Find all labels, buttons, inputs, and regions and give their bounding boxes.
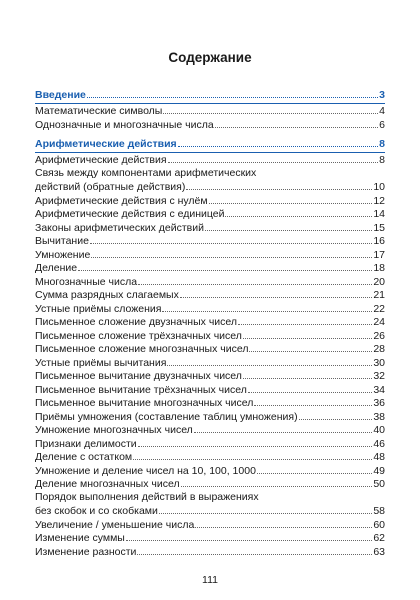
dot-leader (126, 531, 372, 541)
toc-entry[interactable] (35, 153, 385, 167)
entry-page-number: 22 (373, 302, 385, 315)
toc-entry[interactable] (35, 329, 385, 343)
entry-title: Письменное сложение трёхзначных чисел (35, 329, 242, 342)
page-title: Содержание (168, 50, 252, 65)
dot-leader (195, 518, 372, 528)
dot-leader (167, 356, 372, 366)
toc-entry[interactable] (35, 180, 385, 194)
toc-entry[interactable] (35, 104, 385, 118)
toc-entry[interactable] (35, 410, 385, 424)
entry-title: Изменение суммы (35, 532, 125, 544)
dot-leader (168, 153, 379, 163)
dot-leader (162, 302, 372, 312)
entry-title: Арифметические действия (35, 138, 177, 150)
dot-leader (238, 315, 372, 325)
toc-entry[interactable] (35, 221, 385, 235)
entry-page-number: 18 (373, 262, 385, 274)
entry-page-number: 26 (373, 329, 385, 342)
dot-leader (78, 261, 372, 271)
entry-page-number: 48 (373, 451, 385, 463)
entry-page-number: 10 (373, 181, 385, 193)
toc-entry[interactable] (35, 518, 385, 532)
toc-entry[interactable] (35, 383, 385, 397)
entry-title: Многозначные числа (35, 275, 138, 288)
toc-section (35, 137, 385, 558)
toc-entry[interactable] (35, 477, 385, 491)
entry-page-number: 14 (373, 208, 385, 220)
toc-section (35, 88, 385, 131)
entry-title: Введение (35, 89, 86, 101)
dot-leader (87, 88, 378, 98)
dot-leader (138, 275, 372, 285)
entry-title: действий (обратные действия) (35, 181, 186, 193)
toc-entry[interactable] (35, 464, 385, 478)
entry-page-number: 36 (373, 397, 385, 409)
dot-leader (248, 383, 372, 393)
toc-entry[interactable] (35, 450, 385, 464)
entry-page-number: 3 (379, 89, 385, 101)
toc-entry[interactable] (35, 356, 385, 370)
entry-title: Арифметические действия с нулём (35, 194, 208, 207)
dot-leader (159, 504, 372, 514)
entry-title: Умножение (35, 248, 91, 261)
entry-title: Деление многозначных чисел (35, 478, 180, 490)
entry-title: Письменное сложение многозначных чисел (35, 343, 249, 355)
entry-title-line: Порядок выполнения действий в выражениях (35, 490, 259, 503)
toc-entry[interactable] (35, 261, 385, 275)
entry-page-number: 17 (373, 248, 385, 261)
entry-page-number: 63 (373, 545, 385, 558)
entry-page-number: 20 (373, 275, 385, 288)
entry-title: Устные приёмы сложения (35, 302, 162, 315)
entry-page-number: 40 (373, 424, 385, 436)
entry-page-number: 21 (373, 289, 385, 301)
dot-leader (90, 234, 372, 244)
entry-title: без скобок и со скобками (35, 505, 158, 517)
dot-leader (194, 423, 373, 433)
dot-leader (225, 207, 372, 217)
toc-entry[interactable] (35, 248, 385, 262)
entry-title: Признаки делимости (35, 437, 137, 450)
entry-title: Математические символы (35, 105, 163, 117)
dot-leader (249, 342, 372, 352)
entry-title: Законы арифметических действий (35, 221, 204, 234)
entry-title: Вычитание (35, 235, 89, 247)
entry-page-number: 34 (373, 383, 385, 396)
dot-leader (186, 180, 372, 190)
toc-entry[interactable] (35, 342, 385, 356)
entry-title: Письменное сложение двузначных чисел (35, 316, 238, 328)
dot-leader (254, 396, 372, 406)
entry-title: Изменение разности (35, 545, 137, 558)
dot-leader (91, 248, 372, 258)
entry-title: Письменное вычитание многозначных чисел (35, 397, 254, 409)
toc-entry[interactable] (35, 369, 385, 383)
dot-leader (137, 545, 372, 555)
entry-title: Арифметические действия (35, 154, 167, 166)
page-number: 111 (202, 574, 218, 586)
dot-leader (243, 329, 372, 339)
entry-page-number: 49 (373, 464, 385, 477)
dot-leader (181, 477, 373, 487)
entry-page-number: 15 (373, 221, 385, 234)
entry-page-number: 6 (379, 118, 385, 131)
dot-leader (257, 464, 372, 474)
entry-page-number: 50 (373, 478, 385, 490)
toc-entry[interactable] (35, 396, 385, 410)
entry-page-number: 32 (373, 370, 385, 382)
toc-entry[interactable] (35, 531, 385, 545)
toc-entry[interactable] (35, 207, 385, 221)
entry-title: Умножение многозначных чисел (35, 424, 193, 436)
entry-title: Арифметические действия с единицей (35, 208, 225, 220)
toc-entry[interactable] (35, 275, 385, 289)
section-heading[interactable] (35, 137, 385, 153)
dot-leader (180, 288, 372, 298)
entry-page-number: 16 (373, 235, 385, 247)
section-heading[interactable] (35, 88, 385, 104)
toc-entry[interactable] (35, 302, 385, 316)
dot-leader (205, 221, 372, 231)
dot-leader (215, 118, 378, 128)
toc-entry[interactable] (35, 315, 385, 329)
entry-title: Приёмы умножения (составление таблиц умножения) (35, 410, 298, 423)
entry-page-number: 58 (373, 505, 385, 517)
entry-title: Умножение и деление чисел на 10, 100, 1000 (35, 464, 256, 477)
toc-entry[interactable] (35, 437, 385, 451)
dot-leader (163, 104, 378, 114)
toc-entry[interactable] (35, 504, 385, 518)
dot-leader (178, 137, 379, 147)
toc-entry[interactable] (35, 545, 385, 559)
dot-leader (209, 194, 373, 204)
entry-page-number: 28 (373, 343, 385, 355)
table-of-contents (35, 88, 385, 564)
entry-page-number: 62 (373, 532, 385, 544)
dot-leader (243, 369, 372, 379)
dot-leader (138, 437, 373, 447)
entry-title: Письменное вычитание двузначных чисел (35, 370, 242, 382)
toc-entry[interactable] (35, 234, 385, 248)
toc-entry[interactable] (35, 288, 385, 302)
entry-page-number: 46 (373, 437, 385, 450)
entry-title: Сумма разрядных слагаемых (35, 289, 179, 301)
entry-title-line: Связь между компонентами арифметических (35, 166, 257, 179)
entry-title: Письменное вычитание трёхзначных чисел (35, 383, 247, 396)
entry-page-number: 8 (379, 138, 385, 150)
entry-page-number: 60 (373, 518, 385, 531)
entry-title: Деление (35, 262, 78, 274)
toc-entry[interactable] (35, 423, 385, 437)
entry-title: Увеличение / уменьшение числа (35, 518, 195, 531)
entry-page-number: 38 (373, 410, 385, 423)
dot-leader (299, 410, 373, 420)
entry-page-number: 12 (373, 194, 385, 207)
entry-page-number: 4 (379, 105, 385, 117)
entry-title: Устные приёмы вычитания (35, 356, 167, 369)
entry-page-number: 24 (373, 316, 385, 328)
dot-leader (133, 450, 372, 460)
toc-entry[interactable] (35, 118, 385, 132)
entry-title: Однозначные и многозначные числа (35, 118, 214, 131)
entry-page-number: 8 (379, 154, 385, 166)
entry-page-number: 30 (373, 356, 385, 369)
toc-entry[interactable] (35, 194, 385, 208)
entry-title: Деление с остатком (35, 451, 133, 463)
